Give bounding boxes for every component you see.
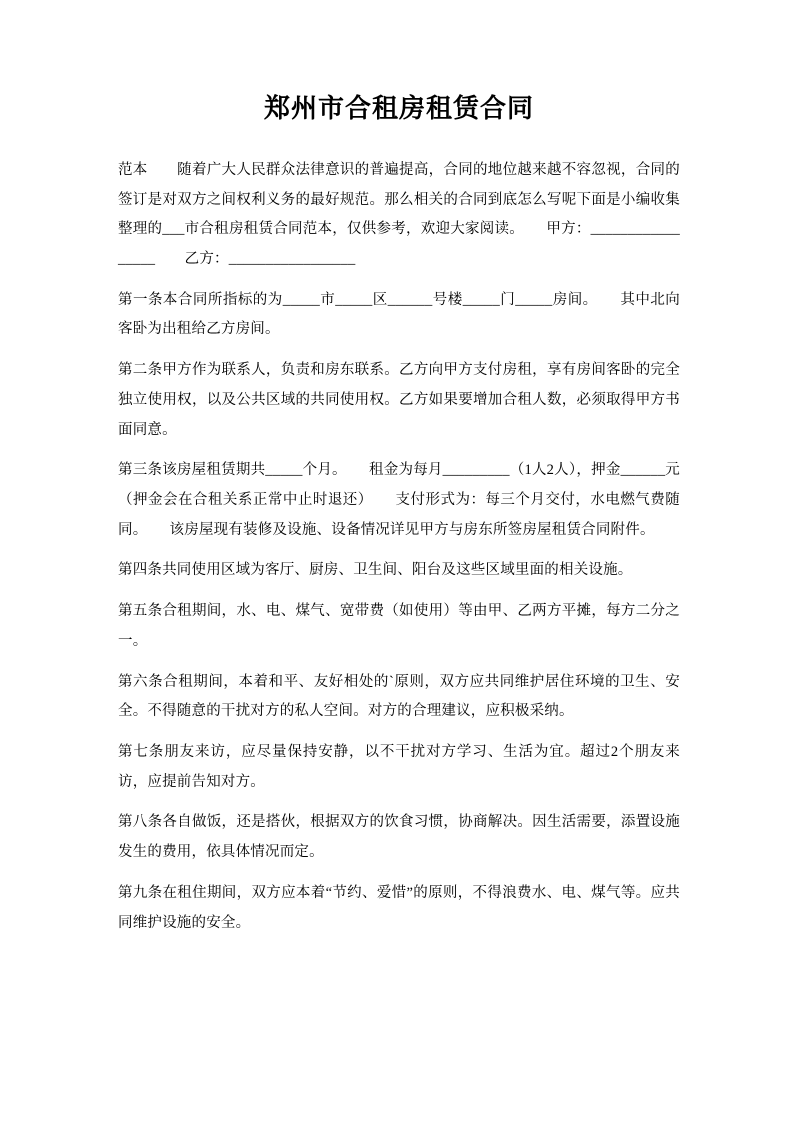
paragraph-article-1: 第一条本合同所指标的为_____市_____区______号楼_____门_____房间。 其中北向客卧为出租给乙方房间。 [118,291,680,338]
paragraph-article-9: 第九条在租住期间，双方应本着“节约、爱惜”的原则，不得浪费水、电、煤气等。应共同维护设施的安全。 [118,884,680,931]
paragraph-article-3: 第三条该房屋租赁期共_____个月。 租金为每月_________（1人2人），押金______元（押金会在合租关系正常中止时退还） 支付形式为：每三个月交付，水电燃气费随同。 该房屋现有装修及设施、设备情况详见甲方与房东所签房屋租赁合同附件。 [118,462,680,538]
page-title: 郑州市合租房租赁合同 [263,94,534,123]
document-body [118,0,680,938]
paragraph-article-6: 第六条合租期间，本着和平、友好相处的`原则，双方应共同维护居住环境的卫生、安全。不得随意的干扰对方的私人空间。对方的合理建议，应积极采纳。 [118,673,680,720]
paragraph-article-4: 第四条共同使用区域为客厅、厨房、卫生间、阳台及这些区域里面的相关设施。 [118,562,633,579]
paragraph-article-5: 第五条合租期间，水、电、煤气、宽带费（如使用）等由甲、乙两方平摊，每方二分之一。 [118,603,680,649]
paragraph-article-2: 第二条甲方作为联系人，负责和房东联系。乙方向甲方支付房租，享有房间客卧的完全独立使用权，以及公共区域的共同使用权。乙方如果要增加合租人数，必须取得甲方书面同意。 [118,362,680,438]
paragraph-article-7: 第七条朋友来访，应尽量保持安静，以不干扰对方学习、生活为宜。超过2个朋友来访，应提前告知对方。 [118,744,680,790]
paragraph-article-8: 第八条各自做饭，还是搭伙，根据双方的饮食习惯，协商解决。因生活需要，添置设施发生的费用，依具体情况而定。 [118,814,680,861]
paragraph-intro: 范本 随着广大人民群众法律意识的普遍提高，合同的地位越来越不容忽视，合同的签订是对双方之间权利义务的最好规范。那么相关的合同到底怎么写呢下面是小编收集整理的___市合租房租赁合同范本，仅供参考，欢迎大家阅读。 甲方：_________________ 乙方：_________________ [118,161,680,267]
